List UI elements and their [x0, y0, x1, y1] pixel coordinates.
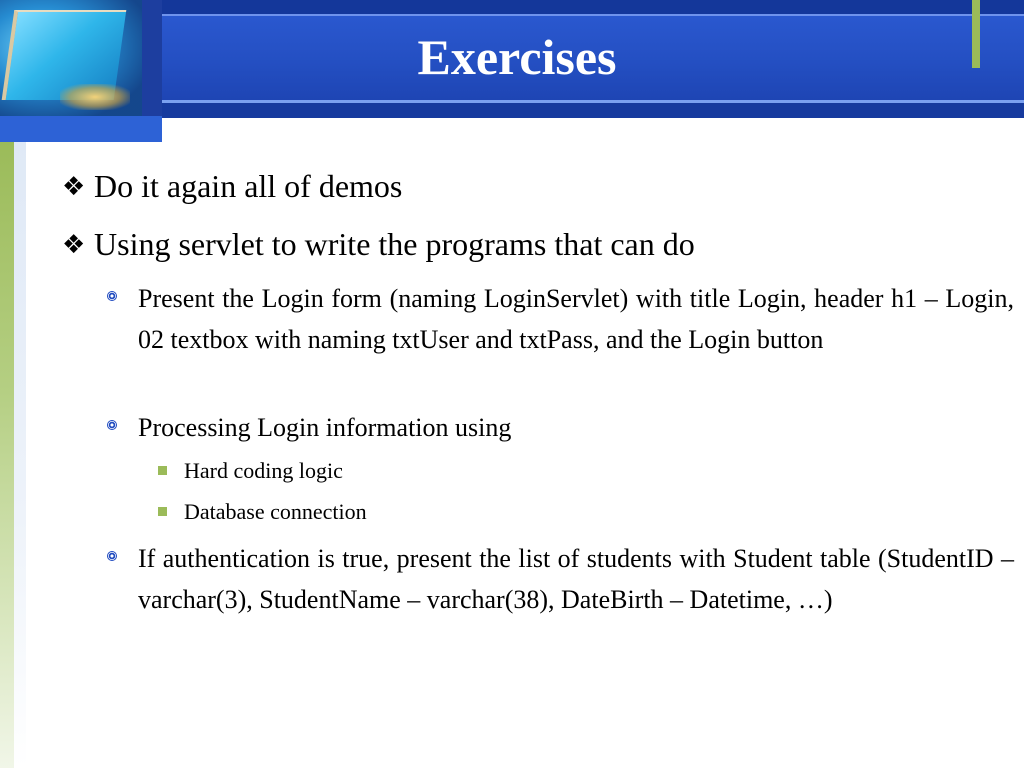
- square-bullet-icon: [158, 507, 167, 516]
- sub-bullet-3-text: If authentication is true, present the list of students with Student table (StudentID – varchar(3), StudentName – varchar(38), DateBirth – Datetime, …): [138, 544, 1014, 614]
- diamond-bullet-icon: ❖: [62, 172, 86, 202]
- circle-bullet-icon: [106, 550, 118, 562]
- square-bullet-icon: [158, 466, 167, 475]
- sub-sub-bullet-2-text: Database connection: [184, 499, 367, 524]
- sub-bullet-1: [106, 278, 1014, 401]
- circle-bullet-icon: [106, 290, 118, 302]
- sub-sub-bullet-1: [158, 457, 998, 485]
- circle-bullet-icon: [106, 419, 118, 431]
- sub-bullet-1-text: Present the Login form (naming LoginServlet) with title Login, header h1 – Login, 02 textbox with naming txtUser and txtPass, and the Login button: [138, 284, 1014, 354]
- bullet-1: [62, 166, 992, 207]
- sub-sub-bullet-1-text: Hard coding logic: [184, 458, 343, 483]
- sub-sub-bullet-2: [158, 498, 998, 526]
- diamond-bullet-icon: ❖: [62, 230, 86, 260]
- bullet-2-text: Using servlet to write the programs that can do: [94, 226, 695, 262]
- sub-bullet-2: [106, 407, 1014, 448]
- slide-title: Exercises: [417, 29, 617, 85]
- bullet-1-text: Do it again all of demos: [94, 168, 403, 204]
- bullet-2: [62, 224, 992, 265]
- sub-bullet-3: [106, 538, 1014, 661]
- sub-bullet-2-text: Processing Login information using: [138, 413, 512, 442]
